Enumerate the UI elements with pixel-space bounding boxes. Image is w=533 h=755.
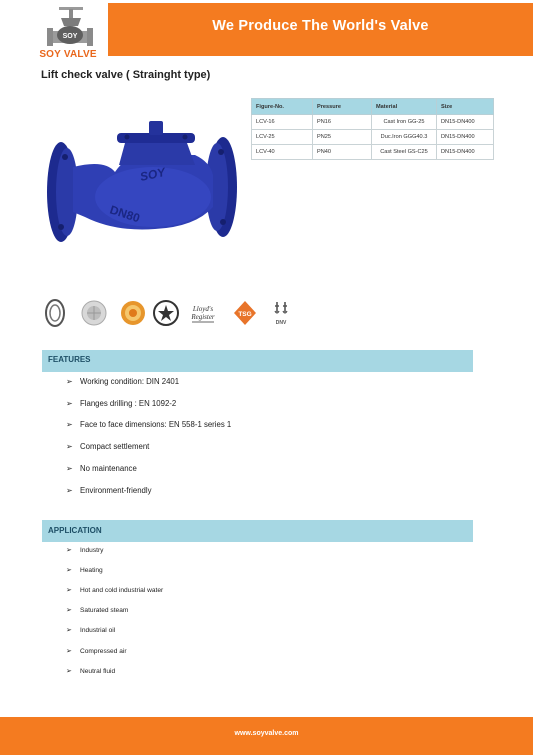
arrow-bullet-icon: ➢ — [66, 420, 73, 429]
application-title: APPLICATION — [48, 526, 102, 535]
lloyds-register-icon — [189, 298, 217, 328]
application-item: ➢ Neutral fluid — [66, 668, 116, 675]
cert-orange-seal-icon — [120, 298, 146, 328]
application-item: ➢ Compressed air — [66, 648, 127, 655]
column-header: Material — [372, 99, 437, 115]
dnv-text: DNV — [275, 320, 287, 326]
application-item: ➢ Hot and cold industrial water — [66, 587, 164, 594]
column-header: Figure-No. — [252, 99, 313, 115]
table-cell: DN15-DN400 — [437, 145, 494, 160]
features-title: FEATURES — [48, 355, 91, 364]
feature-item: ➢ Flanges drilling : EN 1092-2 — [66, 399, 177, 408]
arrow-bullet-icon: ➢ — [66, 399, 73, 408]
feature-item: ➢ Compact settlement — [66, 442, 150, 451]
tsg-text: TSG — [238, 311, 252, 318]
arrow-bullet-icon: ➢ — [66, 464, 73, 473]
table-header-row — [252, 99, 494, 115]
dnv-icon — [271, 298, 291, 328]
table-cell: LCV-25 — [252, 130, 313, 145]
arrow-bullet-icon: ➢ — [66, 547, 72, 554]
application-item: ➢ Industry — [66, 547, 104, 554]
application-header-bar — [42, 520, 473, 542]
table-cell: DN15-DN400 — [437, 130, 494, 145]
arrow-bullet-icon: ➢ — [66, 587, 72, 594]
application-item: ➢ Industrial oil — [66, 627, 116, 634]
header-title: We Produce The World's Valve — [212, 18, 429, 34]
logo-mark-text: SOY — [62, 33, 78, 40]
tsg-icon — [231, 298, 259, 328]
page-title: Lift check valve ( Strainght type) — [41, 69, 211, 81]
arrow-bullet-icon: ➢ — [66, 648, 72, 655]
cast-text-size: DN80 — [108, 202, 142, 226]
arrow-bullet-icon: ➢ — [66, 442, 73, 451]
brand-name: SOY VALVE — [39, 49, 97, 60]
lift-check-valve-photo-icon — [45, 117, 240, 245]
arrow-bullet-icon: ➢ — [66, 627, 72, 634]
cert-star-seal-icon — [153, 298, 179, 328]
table-cell: Cast Iron GG-25 — [372, 115, 437, 130]
arrow-bullet-icon: ➢ — [66, 668, 72, 675]
table-cell: LCV-40 — [252, 145, 313, 160]
features-header-bar — [42, 350, 473, 372]
table-cell: Duc.Iron GGG40.3 — [372, 130, 437, 145]
footer-url-link[interactable]: www.soyvalve.com — [234, 730, 299, 737]
cast-text-brand: SOY — [138, 164, 167, 184]
cert-seal-icon — [45, 298, 65, 328]
arrow-bullet-icon: ➢ — [66, 607, 72, 614]
arrow-bullet-icon: ➢ — [66, 567, 72, 574]
table-row — [252, 130, 494, 145]
table-row — [252, 145, 494, 160]
table-cell: PN40 — [313, 145, 372, 160]
lloyds-text-2: Register — [191, 313, 215, 321]
table-cell: DN15-DN400 — [437, 115, 494, 130]
application-item: ➢ Heating — [66, 567, 103, 574]
feature-item: ➢ Working condition: DIN 2401 — [66, 377, 180, 386]
arrow-bullet-icon: ➢ — [66, 377, 73, 386]
column-header: Pressure — [313, 99, 372, 115]
table-cell: PN25 — [313, 130, 372, 145]
table-cell: LCV-16 — [252, 115, 313, 130]
application-item: ➢ Saturated steam — [66, 607, 129, 614]
cert-globe-icon — [81, 298, 107, 328]
feature-item: ➢ Face to face dimensions: EN 558-1 series 1 — [66, 420, 232, 429]
feature-item: ➢ Environment-friendly — [66, 486, 152, 495]
specs-table — [251, 98, 494, 160]
arrow-bullet-icon: ➢ — [66, 486, 73, 495]
column-header: Size — [437, 99, 494, 115]
feature-item: ➢ No maintenance — [66, 464, 137, 473]
lloyds-text-1: Lloyd's — [192, 305, 214, 313]
table-cell: Cast Steel GS-C25 — [372, 145, 437, 160]
table-cell: PN16 — [313, 115, 372, 130]
table-row — [252, 115, 494, 130]
